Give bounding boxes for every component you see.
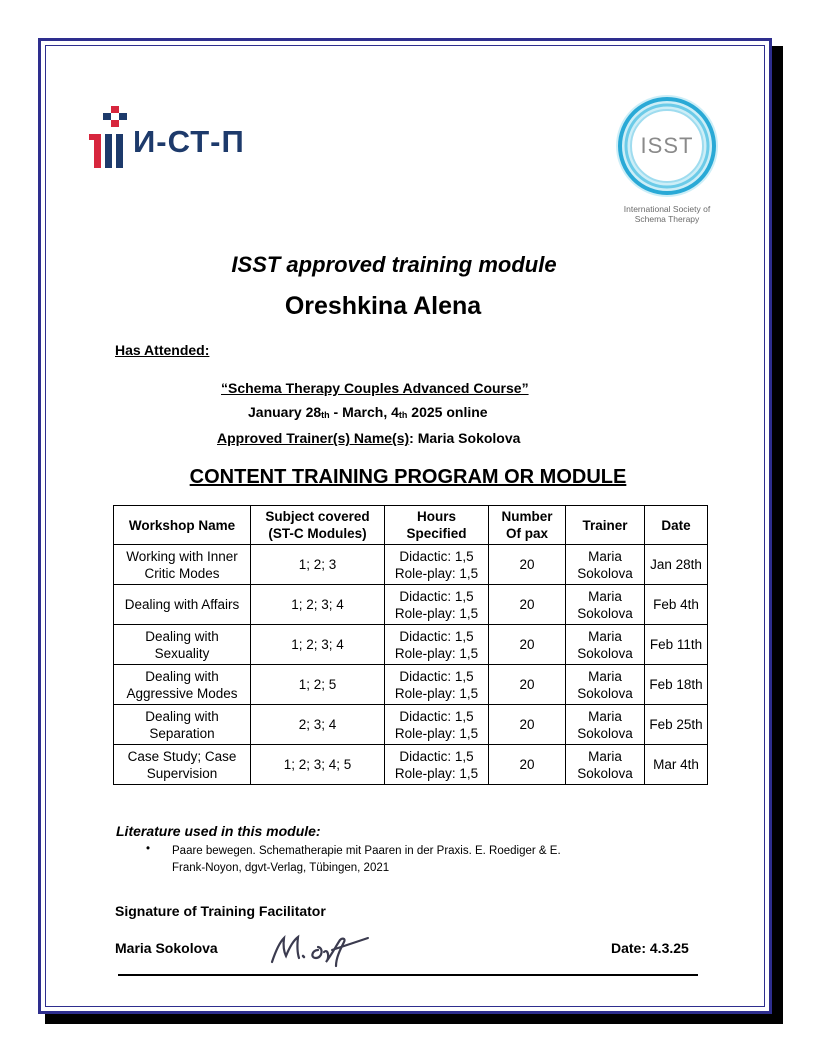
istp-logo [89, 106, 269, 172]
date-cell: Feb 25th [645, 705, 708, 745]
start-date: January 28 [248, 404, 322, 420]
course-title: “Schema Therapy Couples Advanced Course” [221, 380, 529, 396]
literature-bullet: • [146, 843, 151, 855]
end-suffix: th [398, 410, 408, 420]
subject-cell: 1; 2; 3; 4 [251, 625, 385, 665]
date-tail: 2025 online [407, 404, 488, 420]
program-section-title [0, 466, 816, 489]
header-workshop: Workshop Name [114, 506, 251, 545]
isst-logo [603, 93, 731, 228]
certificate-title: ISST approved training module [231, 252, 557, 277]
header-subject: Subject covered (ST-C Modules) [251, 506, 385, 545]
subject-cell: 2; 3; 4 [251, 705, 385, 745]
participant-name: Oreshkina Alena [284, 292, 482, 320]
hours-cell: Didactic: 1,5 Role-play: 1,5 [385, 545, 489, 585]
table-row [114, 545, 708, 585]
trainer-cell: Maria Sokolova [566, 665, 645, 705]
approved-trainer-name: : Maria Sokolova [409, 430, 521, 446]
pax-cell: 20 [489, 625, 566, 665]
pax-cell: 20 [489, 705, 566, 745]
hours-cell: Didactic: 1,5 Role-play: 1,5 [385, 745, 489, 785]
workshop-name-cell: Dealing with Separation [114, 705, 251, 745]
hours-cell: Didactic: 1,5 Role-play: 1,5 [385, 625, 489, 665]
hours-cell: Didactic: 1,5 Role-play: 1,5 [385, 585, 489, 625]
table-header-row [114, 506, 708, 545]
table-row [114, 585, 708, 625]
header-hours: Hours Specified [385, 506, 489, 545]
istp-logo-mark-icon [89, 106, 133, 172]
trainer-cell: Maria Sokolova [566, 705, 645, 745]
header-trainer: Trainer [566, 506, 645, 545]
date-separator: - March, 4 [329, 404, 399, 420]
literature-title: Literature used in this module: [116, 823, 321, 839]
subject-cell: 1; 2; 3; 4; 5 [251, 745, 385, 785]
date-cell: Mar 4th [645, 745, 708, 785]
pax-cell: 20 [489, 585, 566, 625]
date-cell: Feb 18th [645, 665, 708, 705]
signature-title: Signature of Training Facilitator [115, 903, 326, 919]
pax-cell: 20 [489, 665, 566, 705]
signature-name: Maria Sokolova [115, 940, 218, 956]
workshop-name-cell: Dealing with Aggressive Modes [114, 665, 251, 705]
header-pax: Number Of pax [489, 506, 566, 545]
trainer-cell: Maria Sokolova [566, 745, 645, 785]
subject-cell: 1; 2; 3 [251, 545, 385, 585]
table-row [114, 625, 708, 665]
course-dates [248, 404, 488, 420]
signature-line [118, 974, 698, 976]
pax-cell: 20 [489, 545, 566, 585]
workshop-name-cell: Case Study; Case Supervision [114, 745, 251, 785]
subject-cell: 1; 2; 5 [251, 665, 385, 705]
trainer-cell: Maria Sokolova [566, 585, 645, 625]
table-row [114, 745, 708, 785]
hours-cell: Didactic: 1,5 Role-play: 1,5 [385, 705, 489, 745]
approved-trainer-line [217, 430, 520, 446]
workshop-name-cell: Working with Inner Critic Modes [114, 545, 251, 585]
signature-date: Date: 4.3.25 [611, 940, 689, 956]
table-row [114, 705, 708, 745]
date-cell: Feb 11th [645, 625, 708, 665]
start-suffix: th [321, 410, 330, 420]
trainer-cell: Maria Sokolova [566, 625, 645, 665]
approved-trainer-label: Approved Trainer(s) Name(s) [217, 430, 410, 446]
date-cell: Feb 4th [645, 585, 708, 625]
subject-cell: 1; 2; 3; 4 [251, 585, 385, 625]
handwritten-signature [266, 928, 372, 968]
table-row [114, 665, 708, 705]
hours-cell: Didactic: 1,5 Role-play: 1,5 [385, 665, 489, 705]
isst-logo-text: ISST [640, 133, 694, 158]
isst-caption-line2: Schema Therapy [634, 214, 700, 224]
literature-item: Paare bewegen. Schematherapie mit Paaren in der Praxis. E. Roediger & E. Frank-Noyon, dgvt-Verlag, Tübingen, 2021 [172, 845, 561, 874]
workshop-name-cell: Dealing with Affairs [114, 585, 251, 625]
workshop-name-cell: Dealing with Sexuality [114, 625, 251, 665]
header-date: Date [645, 506, 708, 545]
program-section-title-text: CONTENT TRAINING PROGRAM OR MODULE [189, 466, 627, 488]
pax-cell: 20 [489, 745, 566, 785]
trainer-cell: Maria Sokolova [566, 545, 645, 585]
date-cell: Jan 28th [645, 545, 708, 585]
istp-logo-text: И-СТ-П [133, 124, 245, 159]
attended-label: Has Attended: [115, 342, 210, 358]
program-table [113, 505, 708, 785]
isst-caption-line1: International Society of [623, 204, 711, 214]
